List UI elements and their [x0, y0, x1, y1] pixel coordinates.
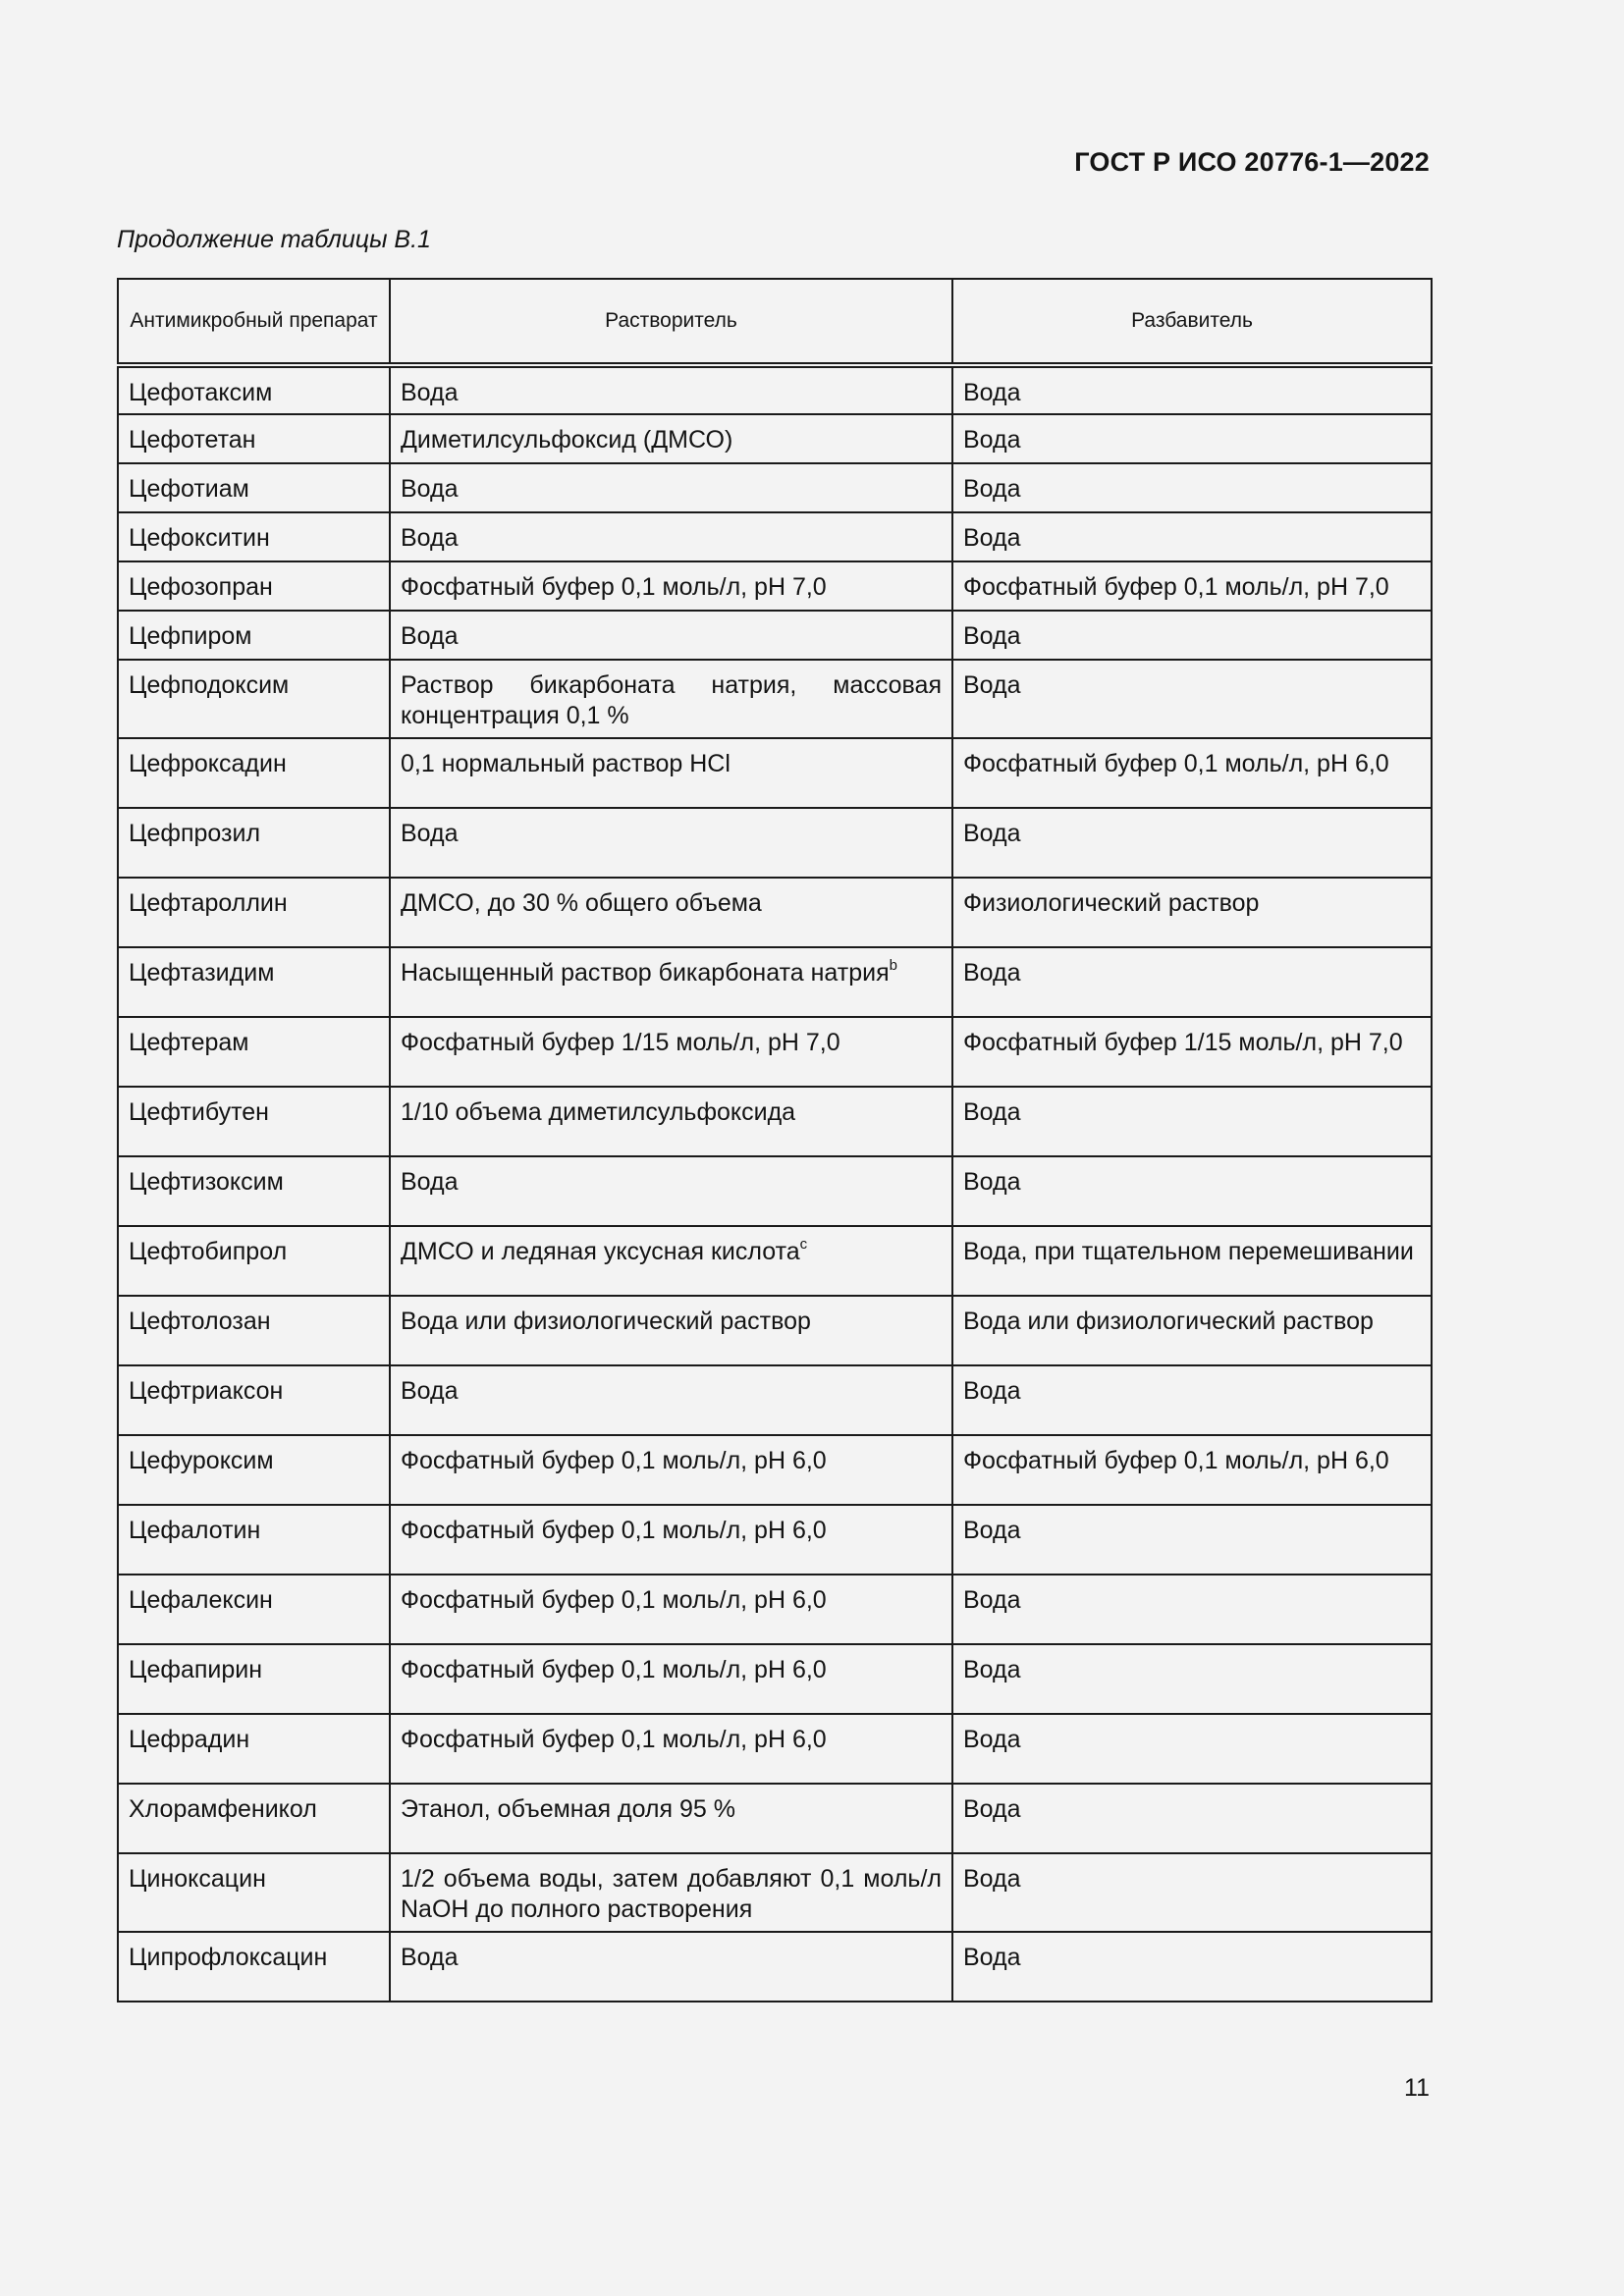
cell-agent: Цефпрозил	[118, 808, 390, 878]
cell-diluent: Вода	[952, 1505, 1432, 1575]
cell-solvent	[390, 512, 952, 561]
cell-solvent	[390, 1784, 952, 1853]
cell-diluent: Вода	[952, 1932, 1432, 2002]
solvent-text: 0,1 нормальный раствор HCl	[401, 750, 731, 777]
cell-agent: Цефпиром	[118, 611, 390, 660]
cell-diluent: Вода или физиологический раствор	[952, 1296, 1432, 1365]
table-row	[118, 463, 1432, 512]
table-row	[118, 878, 1432, 947]
cell-agent: Цефозопран	[118, 561, 390, 611]
cell-diluent: Вода	[952, 512, 1432, 561]
table-row	[118, 414, 1432, 463]
cell-agent: Цефподоксим	[118, 660, 390, 738]
cell-solvent	[390, 1853, 952, 1932]
solvent-text: Вода	[401, 1168, 459, 1196]
cell-agent: Цефокситин	[118, 512, 390, 561]
cell-diluent: Вода	[952, 1853, 1432, 1932]
solvent-text: Вода	[401, 524, 459, 552]
header-solvent: Растворитель	[390, 279, 952, 365]
cell-diluent: Физиологический раствор	[952, 878, 1432, 947]
cell-agent: Цефотиам	[118, 463, 390, 512]
footnote-marker: b	[889, 957, 897, 974]
cell-solvent	[390, 1505, 952, 1575]
solvent-text: Вода или физиологический раствор	[401, 1308, 811, 1335]
cell-diluent: Вода	[952, 1784, 1432, 1853]
cell-solvent	[390, 1644, 952, 1714]
cell-agent: Цефотетан	[118, 414, 390, 463]
cell-diluent: Вода	[952, 414, 1432, 463]
cell-solvent	[390, 1575, 952, 1644]
table-row	[118, 1156, 1432, 1226]
table-body	[118, 365, 1432, 2002]
table-row	[118, 947, 1432, 1017]
solvent-text: 1/10 объема диметилсульфоксида	[401, 1098, 796, 1126]
table-row	[118, 1932, 1432, 2002]
cell-agent: Хлорамфеникол	[118, 1784, 390, 1853]
page-number: 11	[1404, 2074, 1430, 2102]
cell-diluent: Вода	[952, 1714, 1432, 1784]
table-row	[118, 1714, 1432, 1784]
cell-agent: Цефтазидим	[118, 947, 390, 1017]
cell-solvent	[390, 463, 952, 512]
solvent-text: Фосфатный буфер 0,1 моль/л, pH 6,0	[401, 1726, 827, 1753]
solvent-text: Этанол, объемная доля 95 %	[401, 1795, 735, 1823]
cell-agent: Цефтибутен	[118, 1087, 390, 1156]
cell-agent: Цефтолозан	[118, 1296, 390, 1365]
cell-solvent	[390, 414, 952, 463]
table-row	[118, 611, 1432, 660]
solvent-text: ДМСО, до 30 % общего объема	[401, 889, 762, 917]
table-row	[118, 1435, 1432, 1505]
solvent-text: Фосфатный буфер 0,1 моль/л, pH 6,0	[401, 1586, 827, 1614]
table-row	[118, 1226, 1432, 1296]
cell-solvent	[390, 1435, 952, 1505]
solvent-text: 1/2 объема воды, затем добавляют 0,1 моль/л NaOH до полного растворения	[401, 1865, 942, 1923]
cell-diluent: Вода	[952, 1087, 1432, 1156]
cell-agent: Ципрофлоксацин	[118, 1932, 390, 2002]
table-row	[118, 1853, 1432, 1932]
cell-solvent	[390, 365, 952, 414]
solvent-text: Фосфатный буфер 0,1 моль/л, pH 6,0	[401, 1656, 827, 1683]
solvent-text: Раствор бикарбоната натрия, массовая концентрация 0,1 %	[401, 671, 942, 729]
table-row	[118, 561, 1432, 611]
cell-diluent: Вода	[952, 1644, 1432, 1714]
solvent-text: Фосфатный буфер 1/15 моль/л, pH 7,0	[401, 1029, 840, 1056]
cell-solvent	[390, 561, 952, 611]
cell-solvent	[390, 660, 952, 738]
solvent-text: Вода	[401, 1377, 459, 1405]
cell-diluent: Вода, при тщательном перемешивании	[952, 1226, 1432, 1296]
cell-diluent: Фосфатный буфер 0,1 моль/л, pH 6,0	[952, 1435, 1432, 1505]
solvent-text: Вода	[401, 475, 459, 503]
header-agent: Антимикробный препарат	[118, 279, 390, 365]
cell-solvent	[390, 1932, 952, 2002]
solvent-text: Фосфатный буфер 0,1 моль/л, pH 7,0	[401, 573, 827, 601]
table-row	[118, 1784, 1432, 1853]
cell-solvent	[390, 611, 952, 660]
table-header-row	[118, 279, 1432, 365]
cell-diluent: Фосфатный буфер 0,1 моль/л, pH 6,0	[952, 738, 1432, 808]
cell-agent: Цефтизоксим	[118, 1156, 390, 1226]
cell-agent: Цефтароллин	[118, 878, 390, 947]
table-row	[118, 1505, 1432, 1575]
solvent-text: Насыщенный раствор бикарбоната натрия	[401, 959, 890, 987]
cell-solvent	[390, 808, 952, 878]
table-row	[118, 660, 1432, 738]
table-row	[118, 1296, 1432, 1365]
antimicrobial-table	[117, 278, 1433, 2002]
cell-diluent: Вода	[952, 947, 1432, 1017]
document-code: ГОСТ Р ИСО 20776-1—2022	[1074, 147, 1430, 177]
table-row	[118, 1017, 1432, 1087]
table-row	[118, 738, 1432, 808]
table-row	[118, 1087, 1432, 1156]
cell-diluent: Вода	[952, 611, 1432, 660]
cell-diluent: Вода	[952, 365, 1432, 414]
solvent-text: Фосфатный буфер 0,1 моль/л, pH 6,0	[401, 1517, 827, 1544]
solvent-text: Вода	[401, 379, 459, 406]
table-row	[118, 512, 1432, 561]
cell-diluent: Вода	[952, 1156, 1432, 1226]
cell-solvent	[390, 1365, 952, 1435]
cell-solvent	[390, 1156, 952, 1226]
cell-solvent	[390, 1226, 952, 1296]
solvent-text: Вода	[401, 1944, 459, 1971]
cell-solvent	[390, 1087, 952, 1156]
cell-agent: Цефтобипрол	[118, 1226, 390, 1296]
header-diluent: Разбавитель	[952, 279, 1432, 365]
solvent-text: Диметилсульфоксид (ДМСО)	[401, 426, 733, 454]
cell-diluent: Вода	[952, 1365, 1432, 1435]
cell-agent: Цефроксадин	[118, 738, 390, 808]
table-row	[118, 808, 1432, 878]
cell-agent: Цефотаксим	[118, 365, 390, 414]
cell-agent: Циноксацин	[118, 1853, 390, 1932]
cell-diluent: Фосфатный буфер 0,1 моль/л, pH 7,0	[952, 561, 1432, 611]
table-row	[118, 365, 1432, 414]
cell-diluent: Вода	[952, 463, 1432, 512]
cell-solvent	[390, 1296, 952, 1365]
table-row	[118, 1365, 1432, 1435]
cell-solvent	[390, 1017, 952, 1087]
cell-agent: Цефтерам	[118, 1017, 390, 1087]
cell-agent: Цефалотин	[118, 1505, 390, 1575]
cell-diluent: Вода	[952, 1575, 1432, 1644]
table-caption: Продолжение таблицы B.1	[117, 226, 431, 253]
footnote-marker: c	[799, 1236, 808, 1253]
cell-solvent	[390, 1714, 952, 1784]
cell-agent: Цефуроксим	[118, 1435, 390, 1505]
table-row	[118, 1575, 1432, 1644]
solvent-text: Вода	[401, 622, 459, 650]
cell-diluent: Вода	[952, 660, 1432, 738]
cell-solvent	[390, 878, 952, 947]
cell-agent: Цефапирин	[118, 1644, 390, 1714]
cell-diluent: Вода	[952, 808, 1432, 878]
cell-agent: Цефрадин	[118, 1714, 390, 1784]
solvent-text: Фосфатный буфер 0,1 моль/л, pH 6,0	[401, 1447, 827, 1474]
cell-solvent	[390, 738, 952, 808]
cell-diluent: Фосфатный буфер 1/15 моль/л, pH 7,0	[952, 1017, 1432, 1087]
solvent-text: ДМСО и ледяная уксусная кислота	[401, 1238, 800, 1265]
cell-agent: Цефалексин	[118, 1575, 390, 1644]
cell-agent: Цефтриаксон	[118, 1365, 390, 1435]
cell-solvent	[390, 947, 952, 1017]
solvent-text: Вода	[401, 820, 459, 847]
table-row	[118, 1644, 1432, 1714]
